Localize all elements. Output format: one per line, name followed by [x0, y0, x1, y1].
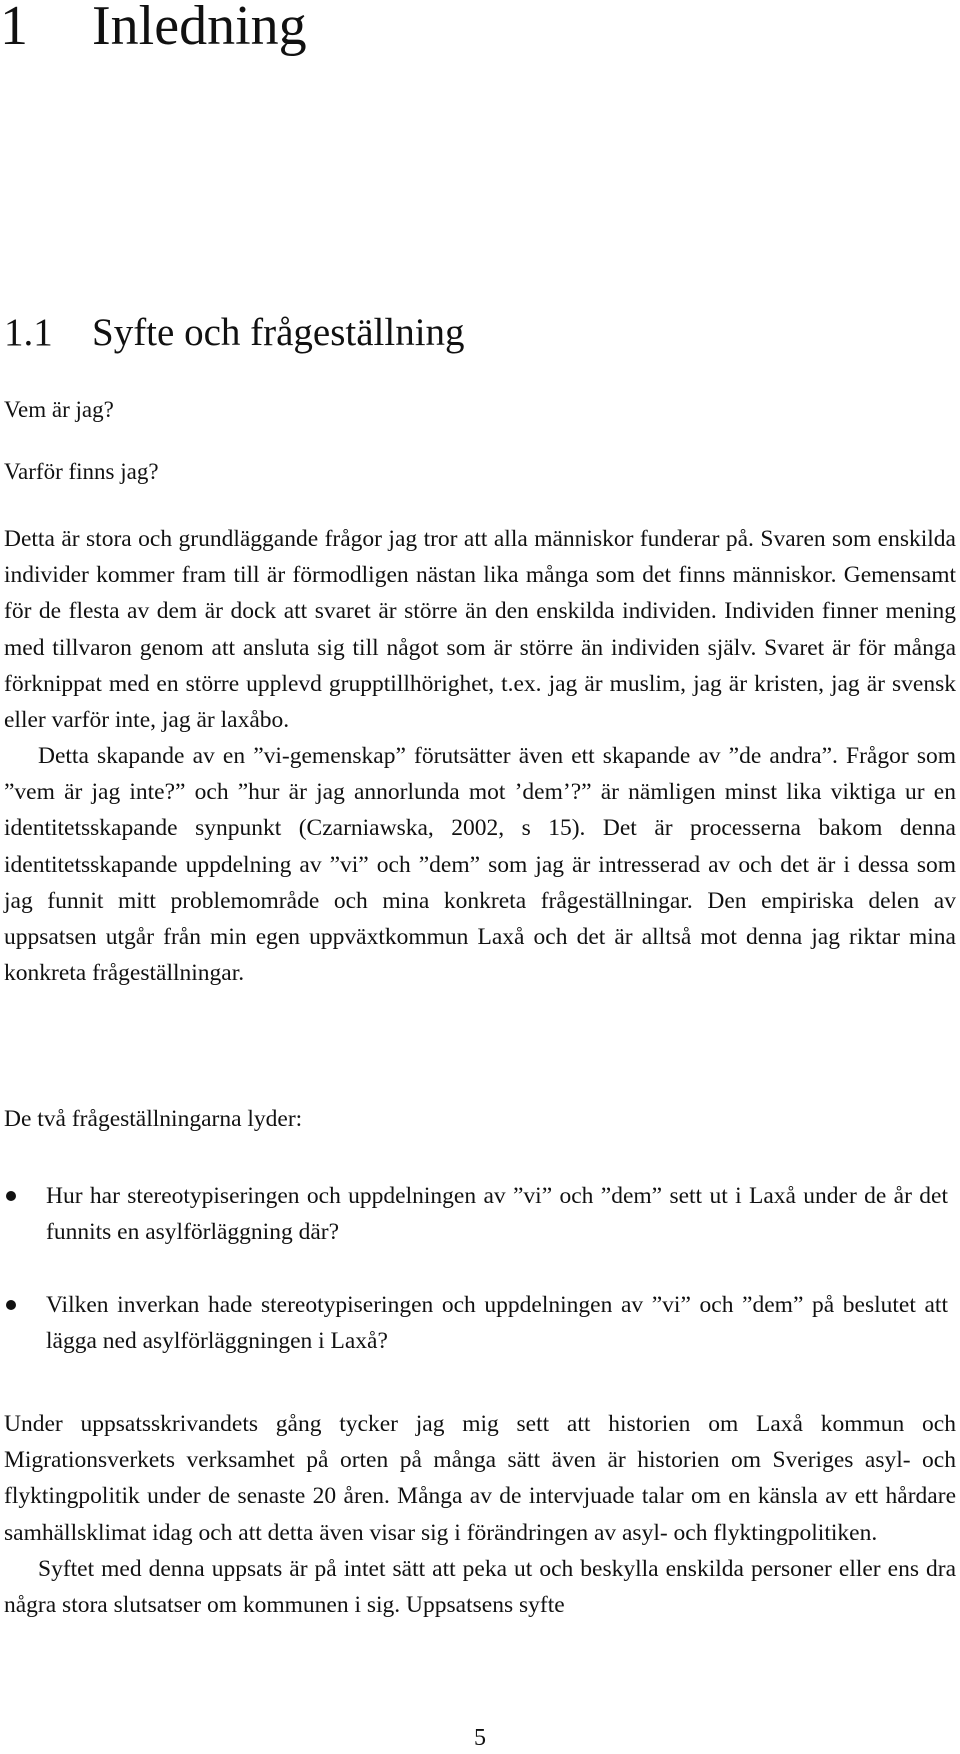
body-paragraph: Detta skapande av en ”vi-gemenskap” förutsätter även ett skapande av ”de andra”. Frågor som ”vem är jag inte?” och ”hur är jag annorlunda mot ’dem’?” är nämligen minst lika viktiga ur en identitetsskapande synpunkt (Czarniawska, 2002, s 15). Det är processerna bakom denna identitetsskapande uppdelning av ”vi” och ”dem” som jag är intresserad av och det är i dessa som jag funnit mitt problemområde och mina konkreta frågeställningar. Den empiriska delen av uppsatsen utgår från min egen uppväxtkommun Laxå och det är alltså mot denna jag riktar mina konkreta frågeställningar. [4, 743, 956, 987]
chapter-number: 1 [0, 0, 28, 57]
bullet-icon [6, 1191, 16, 1201]
body-paragraph: Detta är stora och grundläggande frågor jag tror att alla människor funderar på. Svaren som enskilda individer kommer fram till är förmodligen nästan lika många som det finns människor. Gemensamt för de flesta av dem är dock att svaret är större än den enskilda individen. Individen finner mening med tillvaron genom att ansluta sig till något som är större än individen själv. Svaret är för många förknippat med en större upplevd grupptillhörighet, t.ex. jag är muslim, jag är kristen, jag är svensk eller varför inte, jag är laxåbo. [4, 526, 956, 734]
list-item-text: Hur har stereotypiseringen och uppdelningen av ”vi” och ”dem” sett ut i Laxå under de år det funnits en asylförläggning där? [46, 1183, 948, 1245]
section-heading [4, 310, 465, 356]
list-item [0, 1287, 948, 1359]
chapter-heading [0, 0, 307, 58]
section-title: Syfte och frågeställning [92, 311, 465, 354]
chapter-title: Inledning [92, 0, 307, 57]
question-list [0, 1178, 960, 1359]
question-line: Varför finns jag? [4, 459, 159, 484]
list-item-text: Vilken inverkan hade stereotypiseringen och uppdelningen av ”vi” och ”dem” på beslutet att lägga ned asylförläggningen i Laxå? [46, 1292, 948, 1354]
page-number: 5 [474, 1725, 486, 1751]
bullet-icon [6, 1300, 16, 1310]
body-paragraph: De två frågeställningarna lyder: [4, 1106, 303, 1132]
body-paragraph: Under uppsatsskrivandets gång tycker jag mig sett att historien om Laxå kommun och Migrationsverkets verksamhet på orten på många sätt även är historien om Sveriges asyl- och flyktingpolitik under de senaste 20 åren. Många av de intervjuade talar om en känsla av ett hårdare samhällsklimat idag och att detta även visar sig i förändringen av asyl- och flyktingpolitiken. [4, 1411, 956, 1546]
body-paragraph: Syftet med denna uppsats är på intet sätt att peka ut och beskylla enskilda personer eller ens dra några stora slutsatser om kommunen i sig. Uppsatsens syfte [4, 1556, 956, 1619]
section-number: 1.1 [4, 311, 53, 354]
question-line: Vem är jag? [4, 397, 114, 422]
list-item [0, 1178, 948, 1250]
